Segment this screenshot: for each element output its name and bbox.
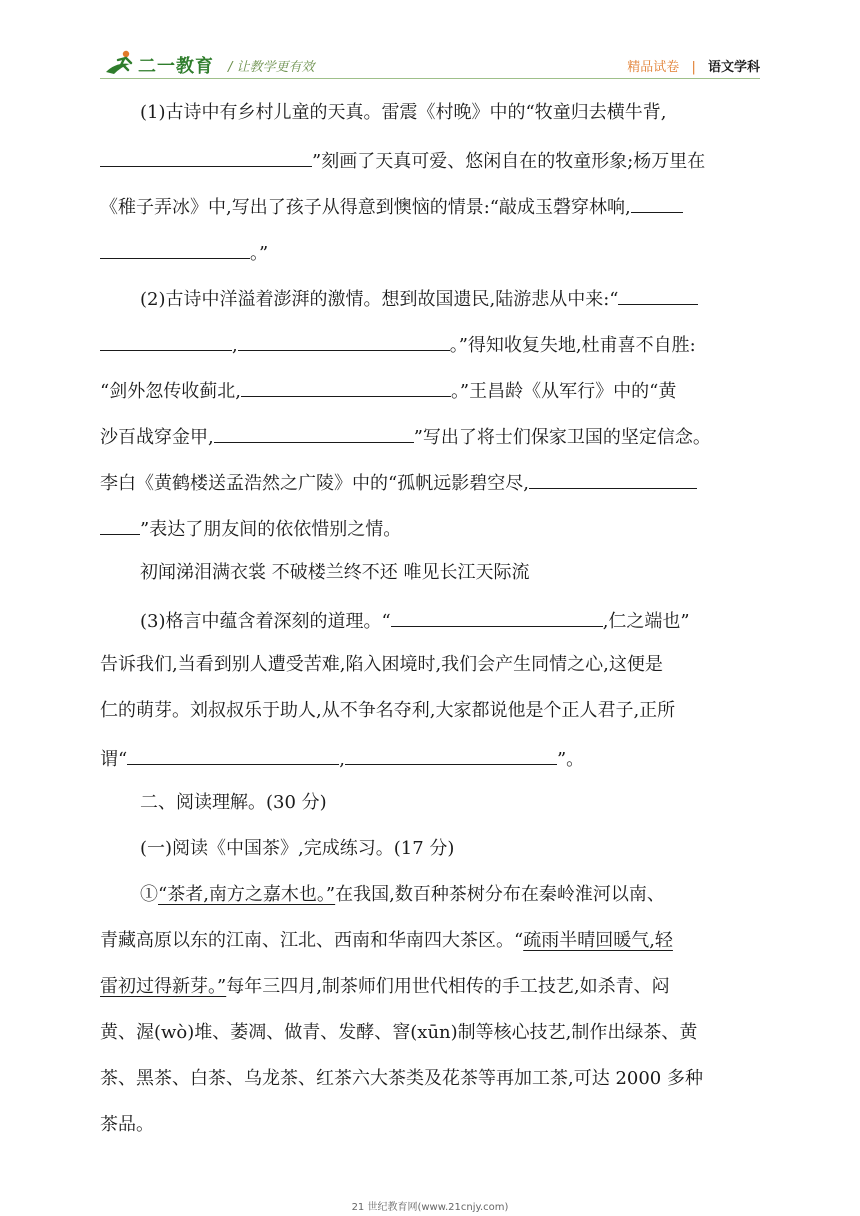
answer-blank[interactable]: [100, 136, 312, 167]
answer-blank[interactable]: [238, 320, 450, 351]
q3-line-4: 谓“ , ”。: [100, 734, 764, 780]
answer-blank[interactable]: [100, 504, 140, 535]
answer-blank[interactable]: [345, 734, 557, 765]
answer-blank[interactable]: [618, 274, 698, 305]
logo-text: 二一教育: [138, 56, 214, 77]
q3-line-3: 仁的萌芽。刘叔叔乐于助人,从不争名夺利,大家都说他是个正人君子,正所: [100, 700, 676, 721]
answer-blank[interactable]: [214, 412, 414, 443]
passage-line-4: 黄、渥(wò)堆、萎凋、做青、发酵、窨(xūn)制等核心技艺,制作出绿茶、黄: [100, 1022, 698, 1043]
header-separator: |: [691, 60, 696, 75]
header-divider: [100, 78, 760, 79]
answer-blank[interactable]: [391, 596, 603, 627]
answer-blank[interactable]: [241, 366, 451, 397]
q2-line-4: 沙百战穿金甲, ”写出了将士们保家卫国的坚定信念。: [100, 412, 764, 458]
answer-blank[interactable]: [529, 458, 697, 489]
answer-hints: 初闻涕泪满衣裳 不破楼兰终不还 唯见长江天际流: [140, 562, 530, 583]
q1-line-4: 。”: [100, 228, 764, 274]
subject-label: 语文学科: [707, 60, 760, 75]
page-header: [0, 0, 860, 90]
slogan: / 让教学更有效: [228, 60, 315, 75]
section-subtitle: (一)阅读《中国茶》,完成练习。(17 分): [140, 838, 455, 859]
q2-line-2: , 。”得知收复失地,杜甫喜不自胜:: [100, 320, 764, 366]
underlined-quote: 雷初过得新芽。”: [100, 976, 227, 997]
underlined-quote: 疏雨半晴回暖气,轻: [523, 930, 673, 951]
q2-line-3: “剑外忽传收蓟北, 。”王昌龄《从军行》中的“黄: [100, 366, 764, 412]
runner-logo-icon: [104, 48, 138, 78]
underlined-quote: “茶者,南方之嘉木也。”: [158, 884, 336, 905]
q2-line-5: 李白《黄鹤楼送孟浩然之广陵》中的“孤帆远影碧空尽,: [100, 458, 764, 504]
passage-line-5: 茶、黑茶、白茶、乌龙茶、红茶六大茶类及花茶等再加工茶,可达 2000 多种: [100, 1068, 703, 1089]
passage-line-3: 雷初过得新芽。”每年三四月,制茶师们用世代相传的手工技艺,如杀青、闷: [100, 976, 670, 997]
q1-line-1: (1)古诗中有乡村儿童的天真。雷震《村晚》中的“牧童归去横牛背,: [140, 102, 667, 123]
passage-line-2: 青藏高原以东的江南、江北、西南和华南四大茶区。“疏雨半晴回暖气,轻: [100, 930, 673, 951]
q3-line-2: 告诉我们,当看到别人遭受苦难,陷入困境时,我们会产生同情之心,这便是: [100, 654, 663, 675]
paper-tag: 精品试卷: [627, 60, 680, 75]
q2-line-1: (2)古诗中洋溢着澎湃的激情。想到故国遗民,陆游悲从中来:“: [100, 274, 764, 320]
logo: [104, 48, 222, 78]
q2-line-6: ”表达了朋友间的依依惜别之情。: [100, 504, 764, 550]
answer-blank[interactable]: [631, 182, 683, 213]
passage-line-1: ①“茶者,南方之嘉木也。”在我国,数百种茶树分布在秦岭淮河以南、: [140, 884, 665, 905]
answer-blank[interactable]: [100, 228, 250, 259]
q1-line-3: 《稚子弄冰》中,写出了孩子从得意到懊恼的情景:“敲成玉磬穿林响,: [100, 182, 764, 228]
q1-line-2: ”刻画了天真可爱、悠闲自在的牧童形象;杨万里在: [100, 136, 764, 182]
answer-blank[interactable]: [127, 734, 339, 765]
page-footer: 21 世纪教育网(www.21cnjy.com): [351, 1202, 509, 1213]
document-body: [100, 90, 764, 1148]
section-title: 二、阅读理解。(30 分): [140, 792, 327, 813]
q3-line-1: (3)格言中蕴含着深刻的道理。“ ,仁之端也”: [100, 596, 764, 642]
header-meta: [627, 56, 760, 75]
passage-line-6: 茶品。: [100, 1114, 154, 1135]
answer-blank[interactable]: [100, 320, 232, 351]
